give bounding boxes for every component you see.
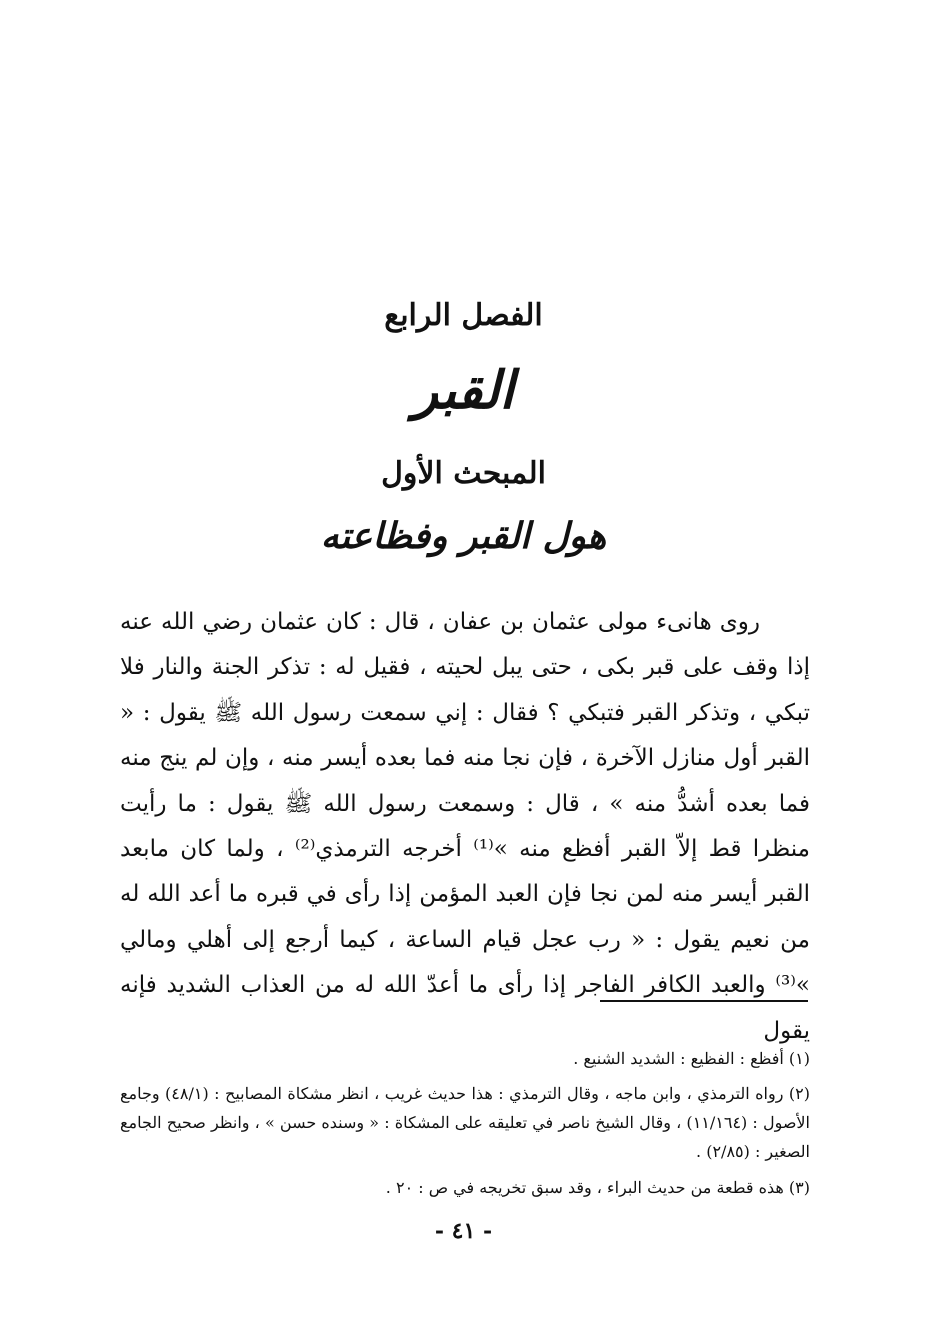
section-title: هول القبر وفظاعته — [320, 515, 607, 557]
footnote-divider — [600, 1000, 808, 1002]
chapter-title: القبر — [413, 360, 514, 421]
chapter-label: الفصل الرابع — [384, 298, 543, 333]
footnote-3: (٣) هذه قطعة من حديث البراء ، وقد سبق تخريجه في ص : ٢٠ . — [385, 1178, 810, 1197]
footnote-1: (١) أفظع : الفظيع : الشديد الشنيع . — [573, 1049, 810, 1068]
section-label: المبحث الأول — [381, 456, 546, 491]
body-paragraph: روى هانىء مولى عثمان بن عفان ، قال : كان عثمان رضي الله عنه إذا وقف على قبر بكى ، حتى يبل لحيته ، فقيل له : تذكر الجنة والنار فلا تبكي ، وتذكر القبر فتبكي ؟ فقال : إني سمعت رسول الله ﷺ يقول : « القبر أول منازل الآخرة ، فإن نجا منه فما بعده أيسر منه ، وإن لم ينج منه فما بعده أشدُّ منه » ، قال : وسمعت رسول الله ﷺ يقول : ما رأيت منظرا قط إلاّ القبر أفظع منه »⁽¹⁾ أخرجه الترمذي⁽²⁾ ، ولما كان مابعد القبر أيسر منه لمن نجا فإن العبد المؤمن إذا رأى في قبره ما أعد الله له من نعيم يقول : « رب عجل قيام الساعة ، كيما أرجع إلى أهلي ومالي »⁽³⁾ والعبد الكافر الفاجر إذا رأى ما أعدّ الله له من العذاب الشديد فإنه يقول — [120, 609, 810, 1044]
body-text — [120, 600, 810, 1054]
footnote-2: (٢) رواه الترمذي ، وابن ماجه ، وقال الترمذي : هذا حديث غريب ، انظر مشكاة المصابيح : (٤٨/١) وجامع الأصول : (١١/١٦٤) ، وقال الشيخ ناصر في تعليقه على المشكاة : « وسنده حسن » ، وانظر صحيح الجامع الصغير : (٢/٨٥) . — [120, 1084, 811, 1161]
page-number: - ٤١ - — [434, 1218, 493, 1244]
